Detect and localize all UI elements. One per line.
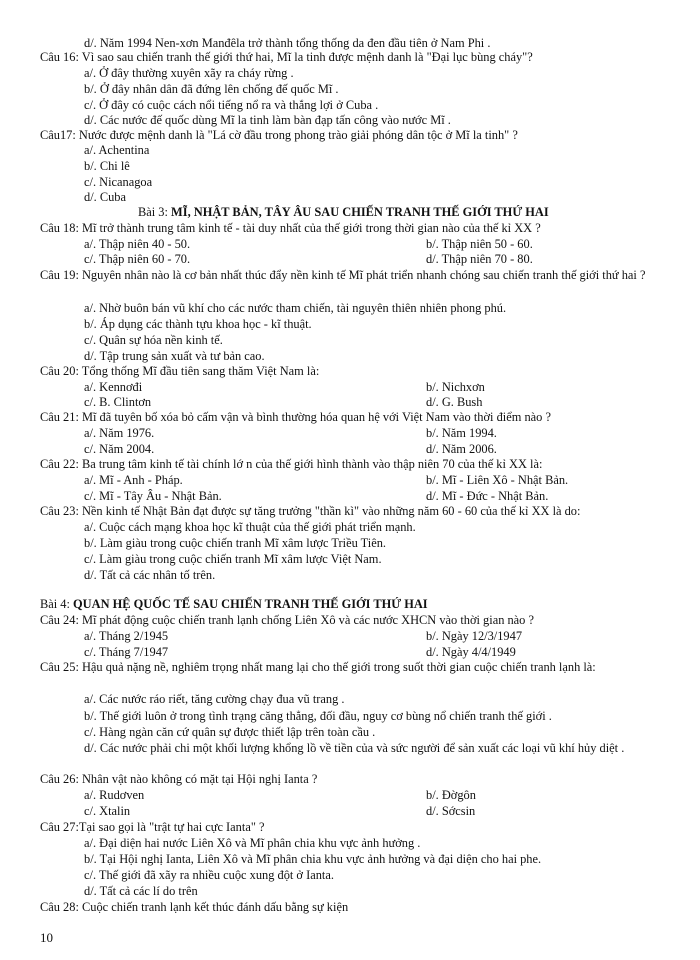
answer-20a: a/. Kennơđi [84,380,143,394]
answer-21b: b/. Năm 1994. [426,426,497,440]
answer-27d: d/. Tất cả các lí do trên [84,884,198,898]
answer-26d: d/. Sớcsin [426,804,476,818]
answer-17a: a/. Achentina [84,143,150,157]
answer-19a: a/. Nhờ buôn bán vũ khí cho các nước tham chiến, tài nguyên thiên nhiên phong phú. [84,301,507,315]
answer-17c: c/. Nicanagoa [84,175,153,189]
answer-19c: c/. Quân sự hóa nền kinh tế. [84,333,223,347]
question-20: Câu 20: Tổng thống Mĩ đầu tiên sang thăm Việt Nam là: [40,364,320,378]
answer-22b: b/. Mĩ - Liên Xô - Nhật Bản. [426,473,569,487]
answer-23c: c/. Làm giàu trong cuộc chiến tranh Mĩ xâm lược Việt Nam. [84,552,382,566]
answer-26a: a/. Rudơven [84,788,145,802]
question-17: Câu17: Nước được mệnh danh là "Lá cờ đầu trong phong trào giải phóng dân tộc ở Mĩ la tinh" ? [40,128,518,142]
answer-22c: c/. Mĩ - Tây Âu - Nhật Bản. [84,489,222,503]
answer-20d: d/. G. Bush [426,395,483,409]
answer-27c: c/. Thế giới đã xãy ra nhiều cuộc xung đột ở Ianta. [84,868,334,882]
answer-18a: a/. Thập niên 40 - 50. [84,237,191,251]
section-4-heading [40,597,428,611]
answer-19d: d/. Tập trung sản xuất và tư bản cao. [84,349,265,363]
answer-23b: b/. Làm giàu trong cuộc chiến tranh Mĩ xâm lược Triều Tiên. [84,536,387,550]
answer-16c: c/. Ở đây có cuộc cách nổi tiếng nổ ra và thắng lợi ở Cuba . [84,98,379,112]
answer-17b: b/. Chi lê [84,159,130,173]
answer-16b: b/. Ở đây nhân dân đã đứng lên chống đế quốc Mĩ . [84,82,339,96]
answer-25d: d/. Các nước phải chi một khối lượng khổng lồ về tiền của và sức người để sản xuất các loại vũ khí hủy diệt . [84,741,625,755]
answer-26c: c/. Xtalin [84,804,131,818]
answer-23a: a/. Cuộc cách mạng khoa học kĩ thuật của thế giới phát triển mạnh. [84,520,416,534]
answer-25c: c/. Hàng ngàn căn cứ quân sự được thiết lập trên toàn cầu . [84,725,376,739]
section-4-prefix: Bài 4: [40,597,74,611]
answer-20b: b/. Nichxơn [426,380,485,394]
question-23: Câu 23: Nền kinh tế Nhật Bản đạt được sự tăng trưởng "thần kì" vào những năm 60 - 60 của thế kỉ XX là do: [40,504,581,518]
question-28: Câu 28: Cuộc chiến tranh lạnh kết thúc đánh dấu bằng sự kiện [40,900,349,914]
question-22: Câu 22: Ba trung tâm kinh tế tài chính lớ n của thế giới hình thành vào thập niên 70 của thế kỉ XX là: [40,457,543,471]
answer-22d: d/. Mĩ - Đức - Nhật Bản. [426,489,549,503]
answer-18d: d/. Thập niên 70 - 80. [426,252,533,266]
answer-24d: d/. Ngày 4/4/1949 [426,645,516,659]
answer-18b: b/. Thập niên 50 - 60. [426,237,533,251]
question-16: Câu 16: Vì sao sau chiến tranh thế giới thứ hai, Mĩ la tinh được mệnh danh là "Đại lục bùng cháy"? [40,50,533,64]
section-3-heading [138,205,549,219]
question-25: Câu 25: Hậu quả nặng nề, nghiêm trọng nhất mang lại cho thế giới trong suốt thời gian cuộc chiến tranh lạnh là: [40,660,596,674]
answer-15d: d/. Năm 1994 Nen-xơn Manđêla trở thành tổng thống da đen đầu tiên ở Nam Phi . [84,36,491,50]
answer-25b: b/. Thế giới luôn ở trong tình trạng căng thẳng, đối đầu, nguy cơ bùng nổ chiến tranh thế giới . [84,709,552,723]
question-27: Câu 27:Tại sao gọi là "trật tự hai cực Ianta" ? [40,820,265,834]
answer-16d: d/. Các nước đế quốc dùng Mĩ la tinh làm bàn đạp tấn công vào nước Mĩ . [84,113,451,127]
answer-26b: b/. Đờgôn [426,788,476,802]
section-3-title: MĨ, NHẬT BẢN, TÂY ÂU SAU CHIẾN TRANH THẾ GIỚI THỨ HAI [171,205,549,219]
answer-27a: a/. Đại diện hai nước Liên Xô và Mĩ phân chia khu vực ảnh hưởng . [84,836,421,850]
answer-21d: d/. Năm 2006. [426,442,497,456]
answer-27b: b/. Tại Hội nghị Ianta, Liên Xô và Mĩ phân chia khu vực ảnh hưởng và đại diện cho hai phe. [84,852,542,866]
question-21: Câu 21: Mĩ đã tuyên bố xóa bỏ cấm vận và bình thường hóa quan hệ với Việt Nam vào thời điểm nào ? [40,410,551,424]
answer-24c: c/. Tháng 7/1947 [84,645,169,659]
answer-24a: a/. Tháng 2/1945 [84,629,169,643]
answer-19b: b/. Áp dụng các thành tựu khoa học - kĩ thuật. [84,317,312,331]
question-19: Câu 19: Nguyên nhân nào là cơ bản nhất thúc đẩy nền kinh tế Mĩ phát triển nhanh chóng sau chiến tranh thế giới thứ hai ? [40,268,646,282]
question-26: Câu 26: Nhân vật nào không có mặt tại Hội nghị Ianta ? [40,772,318,786]
section-3-prefix: Bài 3: [138,205,172,219]
answer-20c: c/. B. Clintơn [84,395,152,409]
answer-18c: c/. Thập niên 60 - 70. [84,252,191,266]
answer-17d: d/. Cuba [84,190,126,204]
question-24: Câu 24: Mĩ phát động cuộc chiến tranh lạnh chống Liên Xô và các nước XHCN vào thời gian nào ? [40,613,534,627]
page-number: 10 [40,930,53,945]
answer-23d: d/. Tất cả các nhân tố trên. [84,568,216,582]
section-4-title: QUAN HỆ QUỐC TẾ SAU CHIẾN TRANH THẾ GIỚI THỨ HAI [73,597,428,611]
answer-21c: c/. Năm 2004. [84,442,155,456]
answer-16a: a/. Ở đây thường xuyên xãy ra cháy rừng . [84,66,294,80]
answer-25a: a/. Các nước ráo riết, tăng cường chạy đua vũ trang . [84,692,345,706]
question-18: Câu 18: Mĩ trở thành trung tâm kinh tế - tài duy nhất của thế giới trong thời gian nào của thế kỉ XX ? [40,221,541,235]
answer-21a: a/. Năm 1976. [84,426,155,440]
answer-22a: a/. Mĩ - Anh - Pháp. [84,473,183,487]
answer-24b: b/. Ngày 12/3/1947 [426,629,523,643]
